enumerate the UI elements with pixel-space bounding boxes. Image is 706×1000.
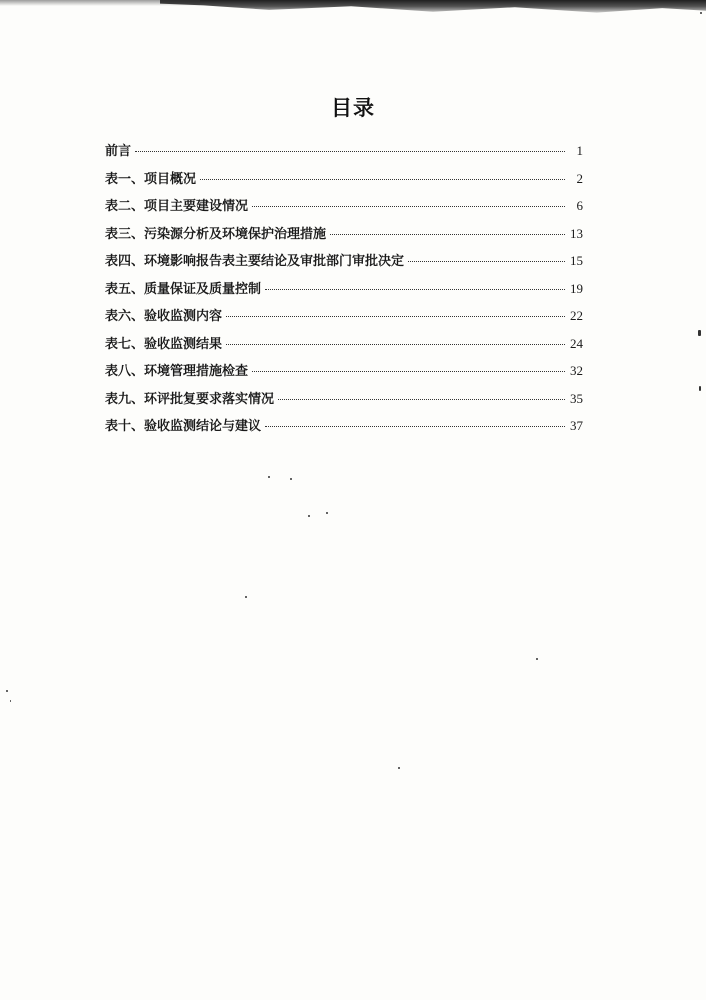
toc-entry-page-number: 24 [570,335,583,351]
document-title: 目录 [331,95,375,120]
toc-dot-leader [226,316,565,317]
toc-entry[interactable] [105,360,583,388]
toc-dot-leader [278,399,565,400]
scan-speck [699,386,701,391]
toc-dot-leader [252,206,565,207]
toc-dot-leader [265,426,565,427]
scan-speck [245,596,247,598]
toc-entry[interactable] [105,388,583,416]
toc-dot-leader [330,234,565,235]
toc-entry-page-number: 19 [570,280,583,296]
toc-entry-page-number: 15 [570,253,583,268]
table-of-contents [105,140,583,443]
toc-entry[interactable] [105,333,583,361]
toc-dot-leader [135,151,565,152]
toc-dot-leader [200,179,565,180]
scan-speck [536,658,538,660]
toc-entry-label: 表四、环境影响报告表主要结论及审批部门审批决定 [105,254,405,269]
toc-entry[interactable] [105,415,583,443]
scan-speck [398,767,400,769]
scan-speck [6,690,8,692]
scan-speck [326,512,328,514]
toc-dot-leader [226,344,565,345]
scan-speck [700,12,702,14]
toc-entry-label: 前言 [105,144,132,159]
toc-entry-page-number: 6 [576,198,583,213]
toc-dot-leader [252,371,565,372]
toc-entry-label: 表九、环评批复要求落实情况 [105,391,275,407]
toc-entry[interactable] [105,223,583,251]
toc-entry-page-number: 37 [570,418,583,433]
toc-entry-page-number: 35 [570,390,583,406]
scan-speck [698,330,701,336]
toc-entry[interactable] [105,278,583,306]
scan-speck [308,515,310,517]
toc-entry-label: 表五、质量保证及质量控制 [105,281,262,297]
scan-speck [10,700,11,702]
scan-edge-shadow-left [0,0,200,6]
toc-entry-label: 表二、项目主要建设情况 [105,199,249,214]
toc-entry-label: 表七、验收监测结果 [105,336,223,352]
toc-entry-label: 表十、验收监测结论与建议 [105,419,262,434]
toc-entry-label: 表八、环境管理措施检查 [105,364,249,379]
toc-entry-page-number: 2 [576,170,583,186]
toc-entry-label: 表六、验收监测内容 [105,309,223,324]
toc-entry-label: 表一、项目概况 [105,171,197,187]
scan-speck [268,476,270,478]
toc-entry-page-number: 32 [570,363,583,378]
toc-entry-page-number: 1 [576,143,583,158]
toc-entry[interactable] [105,195,583,223]
toc-entry[interactable] [105,140,583,168]
scan-speck [290,478,292,480]
scan-edge-shadow [160,0,706,18]
toc-entry[interactable] [105,305,583,333]
toc-entry[interactable] [105,168,583,196]
toc-entry-page-number: 13 [570,225,583,241]
toc-entry-label: 表三、污染源分析及环境保护治理措施 [105,226,327,242]
toc-entry[interactable] [105,250,583,278]
toc-entry-page-number: 22 [570,308,583,323]
toc-dot-leader [265,289,565,290]
toc-dot-leader [408,261,565,262]
